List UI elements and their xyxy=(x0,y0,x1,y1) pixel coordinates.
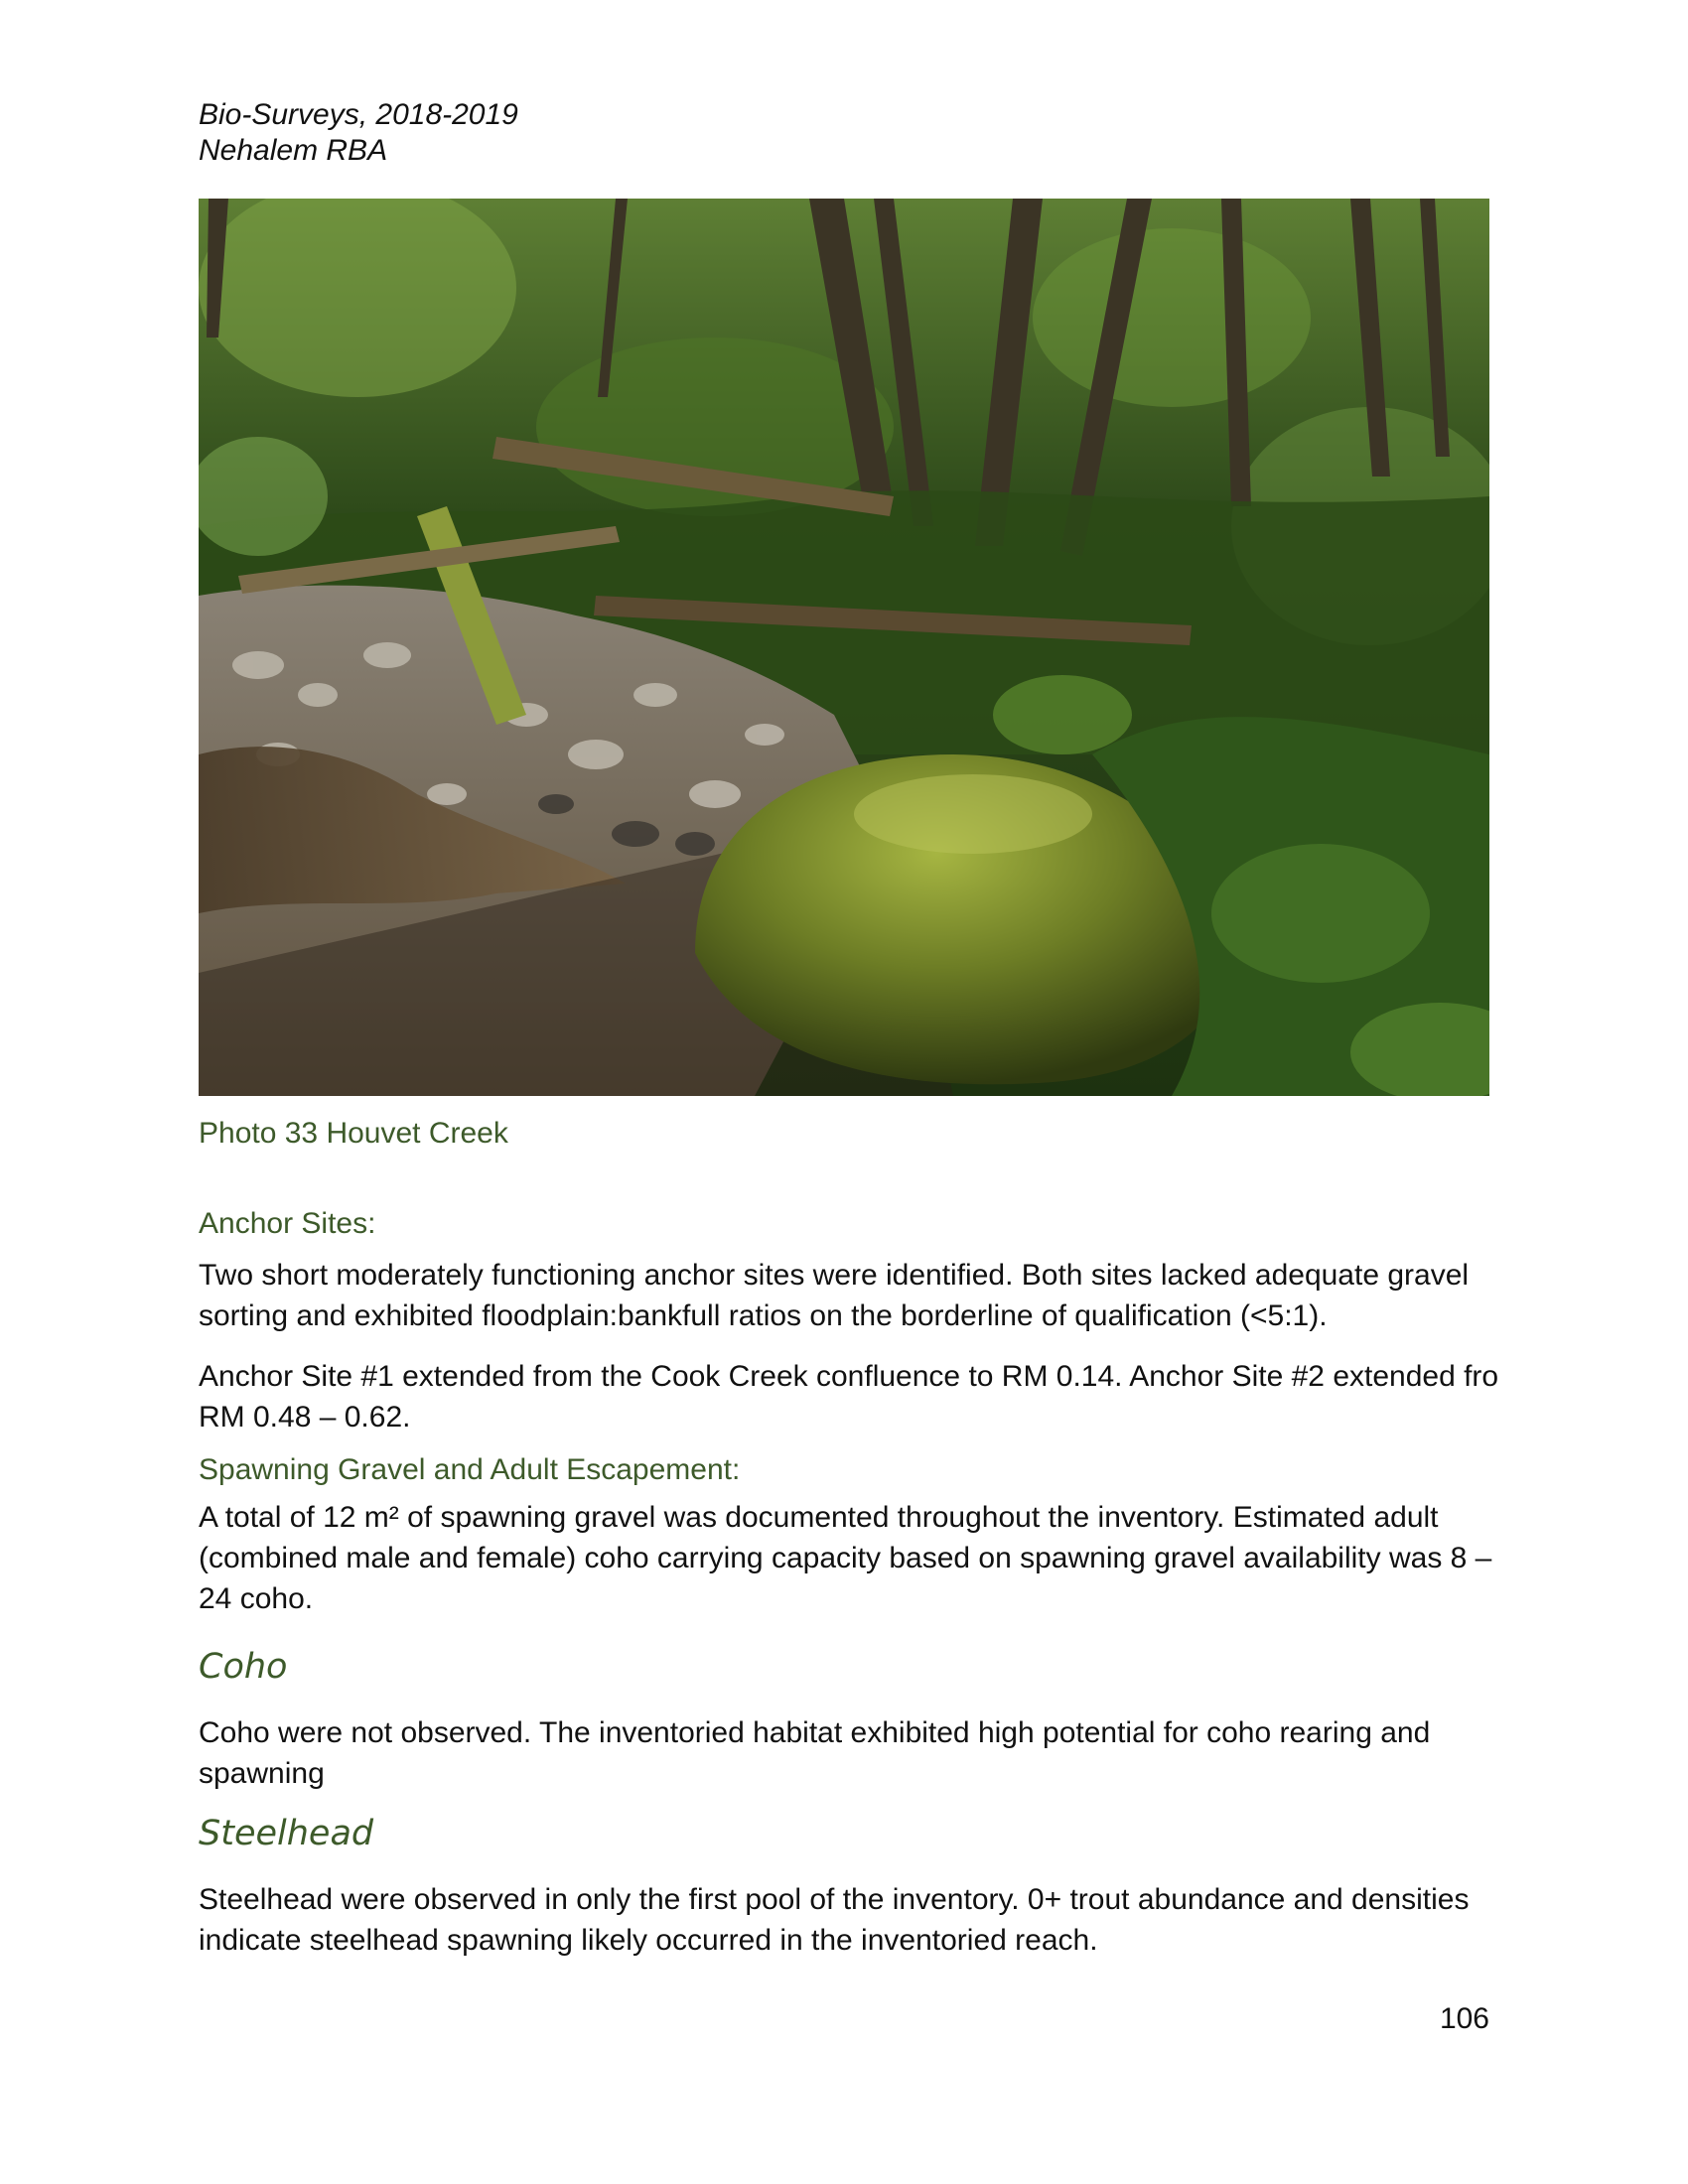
coho-heading: Coho xyxy=(199,1647,288,1687)
steelhead-heading: Steelhead xyxy=(199,1814,374,1853)
steelhead-paragraph: Steelhead were observed in only the first pool of the inventory. 0+ trout abundance and densities indicate steelhead spawning likely occurred in the inventoried reach. xyxy=(199,1883,1470,1957)
running-header xyxy=(199,97,518,169)
creek-photo xyxy=(199,199,1489,1096)
page-number: 106 xyxy=(1439,2002,1489,2035)
spawning-gravel-paragraph: A total of 12 m² of spawning gravel was documented throughout the inventory. Estimated adult (combined male and female) coho carrying capacity based on spawning gravel availability was 8 – 24 coho. xyxy=(199,1501,1492,1615)
header-report-title: Bio-Surveys, 2018-2019 xyxy=(199,98,518,131)
coho-paragraph: Coho were not observed. The inventoried habitat exhibited high potential for coho rearing and spawning xyxy=(199,1716,1431,1790)
anchor-sites-paragraph-1: Two short moderately functioning anchor sites were identified. Both sites lacked adequate gravel sorting and exhibited floodplain:bankfull ratios on the borderline of qualification (<5:1). xyxy=(199,1259,1470,1332)
header-basin-name: Nehalem RBA xyxy=(199,134,388,167)
spawning-gravel-label: Spawning Gravel and Adult Escapement: xyxy=(199,1453,741,1486)
anchor-sites-paragraph-2: Anchor Site #1 extended from the Cook Creek confluence to RM 0.14. Anchor Site #2 extended fro RM 0.48 – 0.62. xyxy=(199,1360,1499,1433)
anchor-sites-label: Anchor Sites: xyxy=(199,1207,376,1240)
photo-caption: Photo 33 Houvet Creek xyxy=(199,1117,508,1150)
